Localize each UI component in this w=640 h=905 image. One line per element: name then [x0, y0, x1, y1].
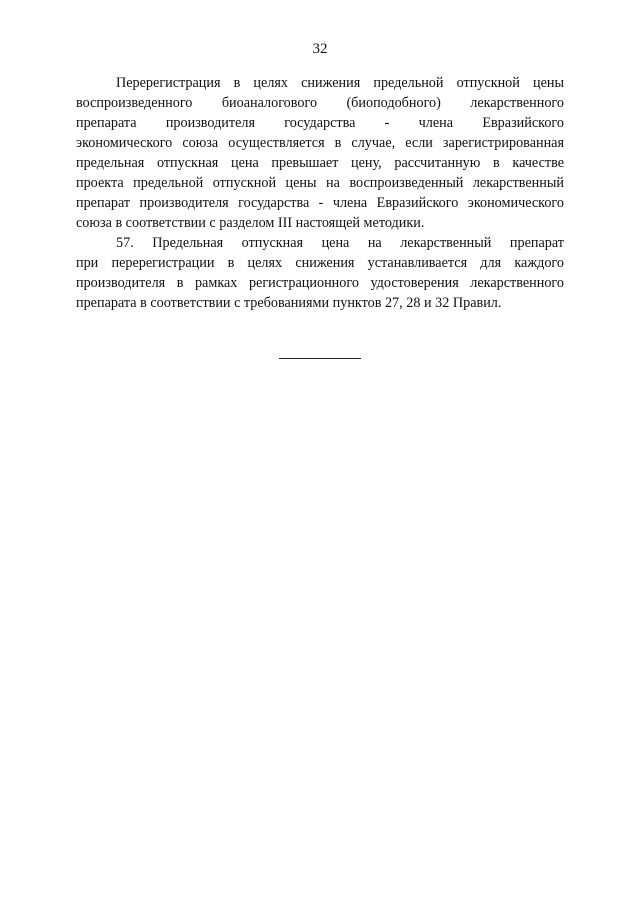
text-line: 57. Предельная отпускная цена на лекарственный препарат — [116, 235, 564, 251]
text-line: проекта предельной отпускной цены на воспроизведенный лекарственный — [76, 175, 564, 191]
text-line: препарата производителя государства - члена Евразийского — [76, 115, 564, 131]
end-of-document-separator — [279, 358, 361, 359]
text-line: препарат производителя государства - члена Евразийского экономического — [76, 195, 564, 211]
text-line: экономического союза осуществляется в случае, если зарегистрированная — [76, 135, 564, 151]
paragraph-57 — [76, 233, 564, 313]
text-line: производителя в рамках регистрационного удостоверения лекарственного — [76, 275, 564, 291]
page-number: 32 — [312, 41, 328, 57]
text-line: предельная отпускная цена превышает цену, рассчитанную в качестве — [76, 155, 564, 171]
text-line: препарата в соответствии с требованиями пунктов 27, 28 и 32 Правил. — [76, 295, 502, 311]
text-line: Перерегистрация в целях снижения предельной отпускной цены — [116, 75, 564, 91]
document-body — [76, 73, 564, 313]
text-line: воспроизведенного биоаналогового (биоподобного) лекарственного — [76, 95, 564, 111]
text-line: при перерегистрации в целях снижения устанавливается для каждого — [76, 255, 564, 271]
text-line: союза в соответствии с разделом III настоящей методики. — [76, 215, 425, 231]
paragraph-reregistration — [76, 73, 564, 233]
